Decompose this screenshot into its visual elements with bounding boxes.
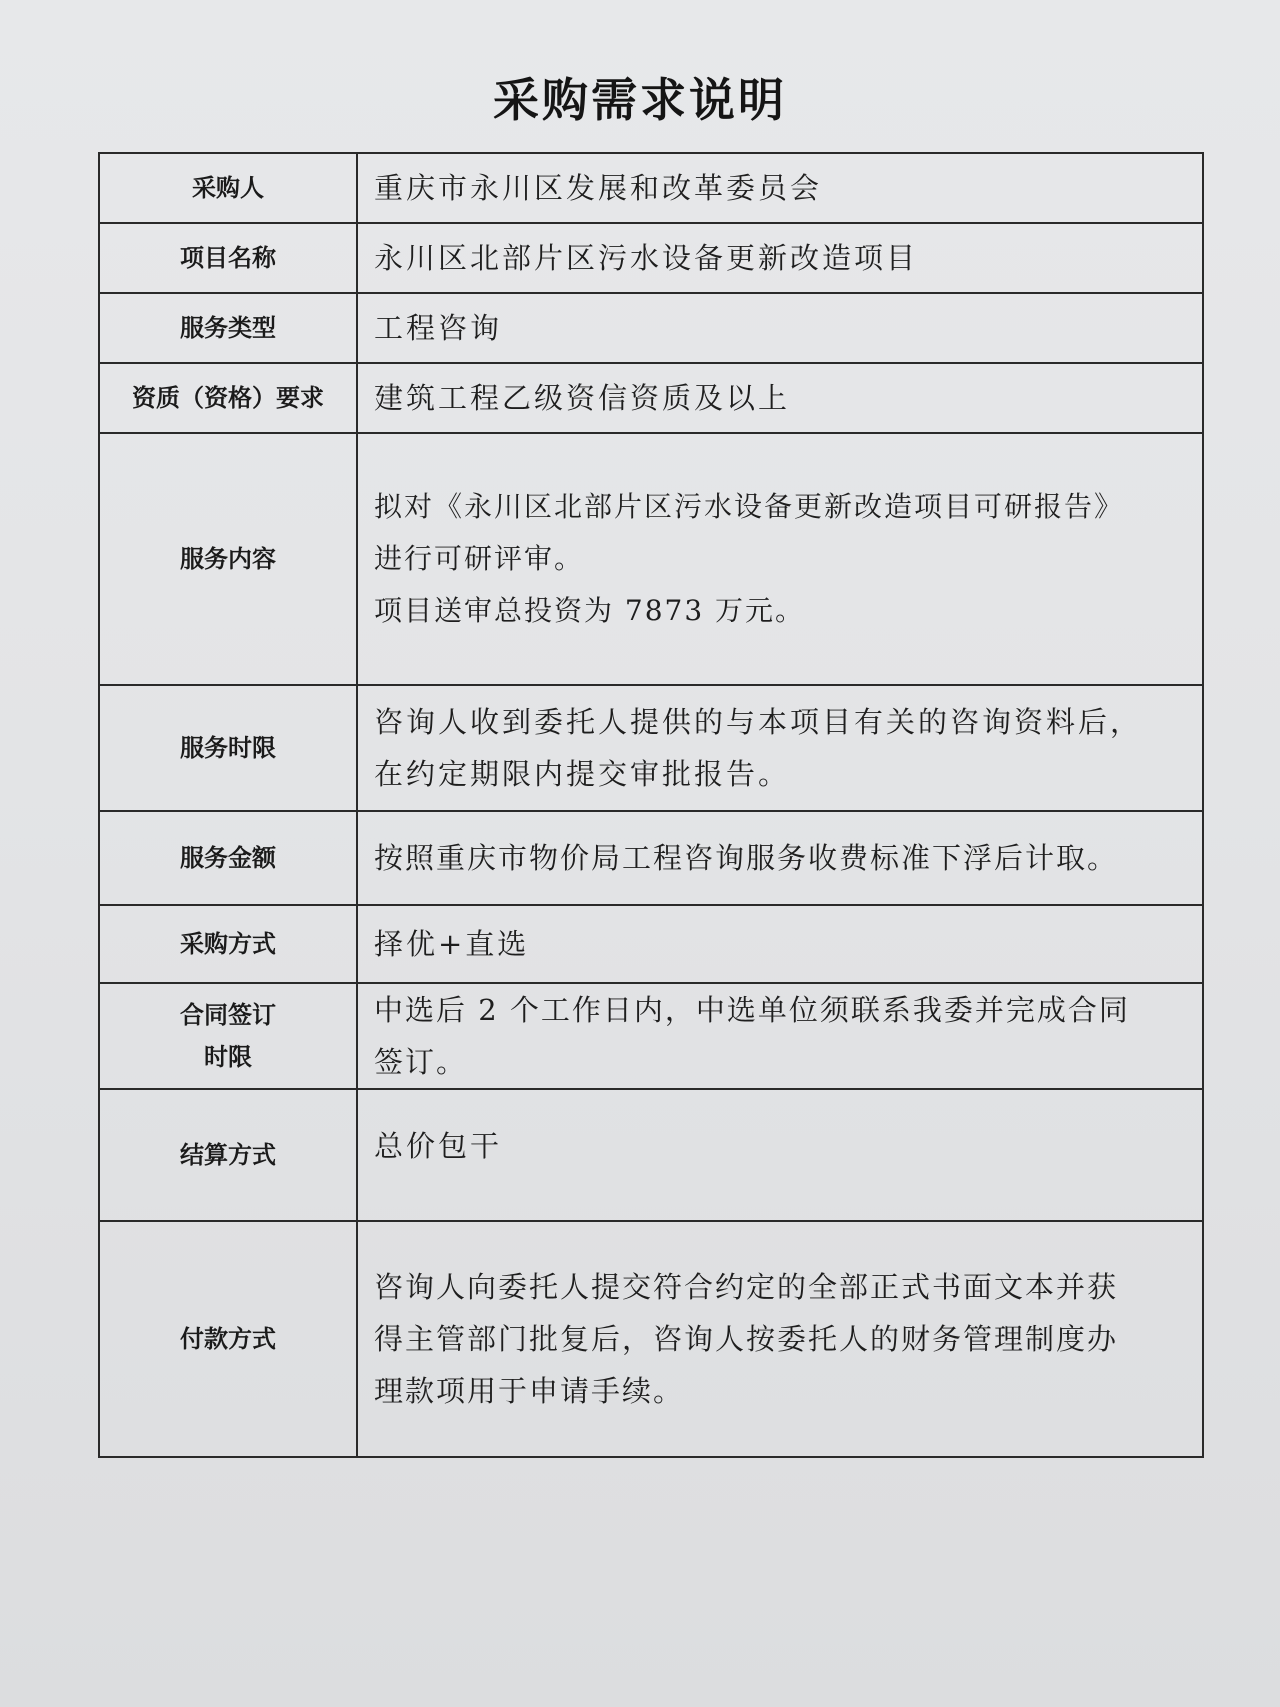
value-line: 进行可研评审。: [374, 542, 585, 575]
value-line: 择优+直选: [374, 927, 530, 961]
value-line: 中选后 2 个工作日内，中选单位须联系我委并完成合同: [374, 993, 1130, 1027]
document-title: 采购需求说明: [493, 73, 787, 127]
table-row: [99, 363, 1203, 433]
value-line: 项目送审总投资为 7873 万元。: [374, 594, 806, 627]
row-label: [99, 811, 357, 905]
requirements-table: [98, 152, 1204, 1458]
label-line: 付款方式: [180, 1325, 276, 1353]
value-line: 建筑工程乙级资信资质及以上: [374, 381, 791, 415]
row-value: [357, 1089, 1203, 1221]
row-label: [99, 685, 357, 811]
label-line: 结算方式: [180, 1141, 276, 1169]
row-value: [357, 153, 1203, 223]
value-line: 工程咨询: [374, 311, 503, 345]
row-value: [357, 1221, 1203, 1457]
row-value: [357, 223, 1203, 293]
table-row: [99, 685, 1203, 811]
label-line: 服务类型: [180, 314, 276, 342]
row-value: [357, 293, 1203, 363]
row-label: [99, 433, 357, 685]
value-line: 得主管部门批复后，咨询人按委托人的财务管理制度办: [374, 1322, 1119, 1356]
value-line: 咨询人收到委托人提供的与本项目有关的咨询资料后，: [374, 705, 1143, 739]
value-line: 在约定期限内提交审批报告。: [374, 757, 791, 791]
row-label: [99, 1089, 357, 1221]
value-line: 总价包干: [374, 1129, 503, 1163]
row-label: [99, 363, 357, 433]
label-line: 合同签订: [180, 1001, 276, 1029]
table-row: [99, 811, 1203, 905]
value-line: 重庆市永川区发展和改革委员会: [374, 171, 823, 205]
label-line: 服务金额: [180, 844, 276, 872]
row-value: [357, 905, 1203, 983]
row-label: [99, 983, 357, 1089]
row-label: [99, 905, 357, 983]
row-label: [99, 153, 357, 223]
value-line: 签订。: [374, 1045, 468, 1079]
value-line: 理款项用于申请手续。: [374, 1374, 685, 1408]
table-row: [99, 983, 1203, 1089]
table-row: [99, 433, 1203, 685]
label-line: 采购人: [192, 174, 264, 202]
value-line: 按照重庆市物价局工程咨询服务收费标准下浮后计取。: [374, 841, 1119, 875]
label-line: 服务内容: [180, 545, 276, 573]
row-label: [99, 1221, 357, 1457]
label-line: 服务时限: [180, 734, 276, 762]
row-label: [99, 293, 357, 363]
row-value: [357, 685, 1203, 811]
table-row: [99, 293, 1203, 363]
label-line: 采购方式: [180, 930, 276, 958]
table-row: [99, 1089, 1203, 1221]
row-value: [357, 811, 1203, 905]
table-row: [99, 905, 1203, 983]
row-value: [357, 983, 1203, 1089]
row-value: [357, 363, 1203, 433]
label-line: 时限: [204, 1043, 252, 1071]
value-line: 永川区北部片区污水设备更新改造项目: [374, 241, 919, 275]
value-line: 拟对《永川区北部片区污水设备更新改造项目可研报告》: [374, 490, 1125, 523]
row-value: [357, 433, 1203, 685]
label-line: 资质（资格）要求: [132, 384, 324, 412]
row-label: [99, 223, 357, 293]
value-line: 咨询人向委托人提交符合约定的全部正式书面文本并获: [374, 1270, 1119, 1304]
label-line: 项目名称: [180, 244, 276, 272]
table-row: [99, 223, 1203, 293]
table-row: [99, 1221, 1203, 1457]
table-row: [99, 153, 1203, 223]
